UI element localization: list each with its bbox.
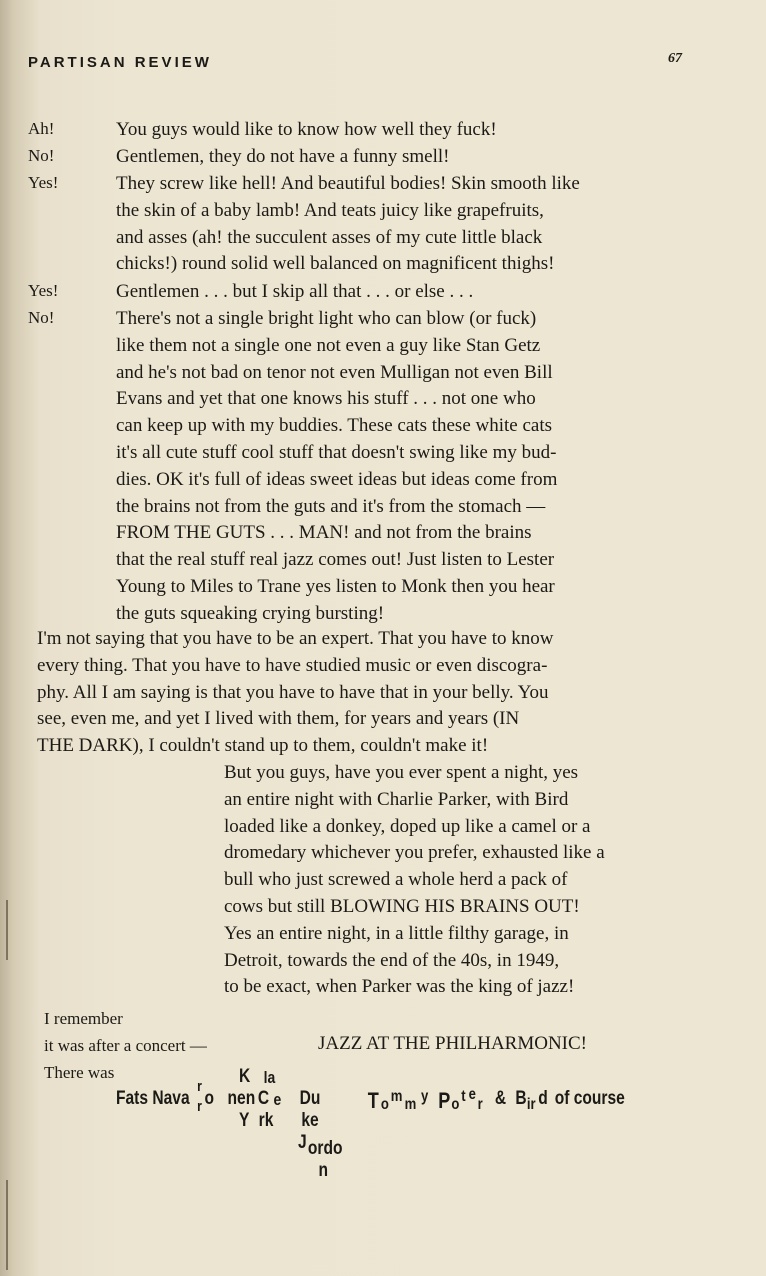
speech-line: FROM THE GUTS . . . MAN! and not from the brains (116, 522, 532, 544)
speech-line: Gentlemen . . . but I skip all that . . . or else . . . (116, 281, 474, 302)
speech (116, 144, 668, 171)
indented-line: Yes an entire night, in a little filthy garage, in (224, 922, 569, 944)
speech-line: Gentlemen, they do not have a funny smell! (116, 146, 450, 167)
indented-line: cows but still BLOWING HIS BRAINS OUT! (224, 895, 580, 917)
name-fragment: r (477, 1096, 483, 1113)
name-fragment: of course (554, 1088, 625, 1109)
speech-line: and asses (ah! the succulent asses of my cute little black (116, 226, 543, 248)
name-fragment: y (421, 1088, 429, 1105)
speech (116, 171, 668, 278)
speaker-label: Ah! (28, 119, 55, 138)
name-fragment: o (380, 1096, 389, 1113)
indented-line: Detroit, towards the end of the 40s, in 1949, (224, 949, 560, 971)
speech-line: like them not a single one not even a guy like Stan Getz (116, 334, 541, 356)
jazz-title: JAZZ AT THE PHILHARMONIC! (318, 1033, 587, 1054)
there-was-line: There was (44, 1063, 115, 1082)
name-fragment: m (404, 1096, 417, 1113)
name-fragment: rk (258, 1110, 274, 1131)
indented-line: an entire night with Charlie Parker, with Bird (224, 788, 569, 810)
paragraph-line: I'm not saying that you have to be an expert. That you have to know (37, 628, 554, 649)
name-fragment: t (461, 1088, 466, 1105)
name-fragment: ir (526, 1096, 536, 1113)
body-paragraph (37, 628, 668, 762)
running-head: PARTISAN REVIEW (28, 54, 212, 71)
indented-block (224, 762, 668, 1003)
binding-shadow (6, 900, 8, 960)
speech-line: the skin of a baby lamb! And teats juicy like grapefruits, (116, 199, 544, 221)
speech (116, 117, 668, 144)
paragraph-line: see, even me, and yet I lived with them, for years and years (IN (37, 708, 520, 730)
speech (116, 306, 668, 628)
name-fragment: B (515, 1088, 527, 1109)
speaker-label: Yes! (28, 281, 59, 300)
name-fragment: J (298, 1132, 307, 1153)
speech (116, 279, 668, 306)
paragraph-line: every thing. That you have to have studied music or even discogra- (37, 654, 548, 676)
paragraph-line: THE DARK), I couldn't stand up to them, couldn't make it! (37, 735, 489, 757)
name-fragment: r (197, 1098, 202, 1115)
speaker-label: Yes! (28, 173, 59, 192)
indented-line: loaded like a donkey, doped up like a camel or a (224, 815, 591, 837)
indented-line: But you guys, have you ever spent a night, yes (224, 762, 579, 783)
name-fragment: ordo (307, 1138, 343, 1159)
speech-line: Evans and yet that one knows his stuff . . . not one who (116, 388, 536, 410)
name-fragment: Y (239, 1110, 250, 1131)
speech-line: can keep up with my buddies. These cats these white cats (116, 415, 552, 437)
indented-line: bull who just screwed a whole herd a pack of (224, 869, 568, 891)
name-fats: Fats Nava (116, 1088, 190, 1109)
name-fragment: o (204, 1088, 215, 1109)
speech-line: the guts squeaking crying bursting! (116, 602, 385, 624)
name-fragment: ke (301, 1110, 319, 1131)
name-fragment: m (390, 1088, 403, 1105)
speech-line: that the real stuff real jazz comes out! Just listen to Lester (116, 549, 555, 571)
remember-line: I remember (44, 1009, 123, 1028)
name-fragment: e (273, 1090, 282, 1109)
speech-line: it's all cute stuff cool stuff that doesn't swing like my bud- (116, 441, 557, 463)
speech-line: There's not a single bright light who can blow (or fuck) (116, 308, 537, 329)
speaker-label: No! (28, 308, 55, 327)
speech-line: and he's not bad on tenor not even Mulligan not even Bill (116, 361, 553, 383)
name-fragment: nen (227, 1088, 256, 1109)
paragraph-line: phy. All I am saying is that you have to have that in your belly. You (37, 681, 549, 703)
page-number: 67 (668, 51, 682, 66)
concert-line: it was after a concert — (44, 1036, 207, 1055)
speaker-label: No! (28, 146, 55, 165)
name-fragment: r (197, 1078, 202, 1095)
name-fragment: K (239, 1066, 251, 1087)
name-fragment: P (438, 1088, 451, 1113)
indented-line: to be exact, when Parker was the king of jazz! (224, 976, 575, 998)
name-fragment: o (451, 1096, 460, 1113)
name-fragment: d (538, 1088, 548, 1109)
binding-shadow (6, 1180, 8, 1270)
name-fragment: & (494, 1088, 507, 1109)
name-fragment: C (257, 1088, 270, 1109)
speech-line: You guys would like to know how well they fuck! (116, 119, 497, 140)
name-fragment: Du (299, 1088, 321, 1109)
speech-line: the brains not from the guts and it's from the stomach — (116, 495, 546, 517)
musician-names (116, 1066, 625, 1186)
speech-line: They screw like hell! And beautiful bodies! Skin smooth like (116, 173, 580, 194)
speech-line: chicks!) round solid well balanced on magnificent thighs! (116, 253, 555, 275)
name-fragment: la (263, 1068, 276, 1087)
speech-line: dies. OK it's full of ideas sweet ideas but ideas come from (116, 468, 558, 490)
speech-line: Young to Miles to Trane yes listen to Monk then you hear (116, 575, 555, 597)
indented-line: dromedary whichever you prefer, exhausted like a (224, 842, 605, 864)
name-fragment: T (367, 1088, 379, 1113)
name-fragment: n (318, 1160, 329, 1181)
name-fragment: e (468, 1086, 476, 1103)
